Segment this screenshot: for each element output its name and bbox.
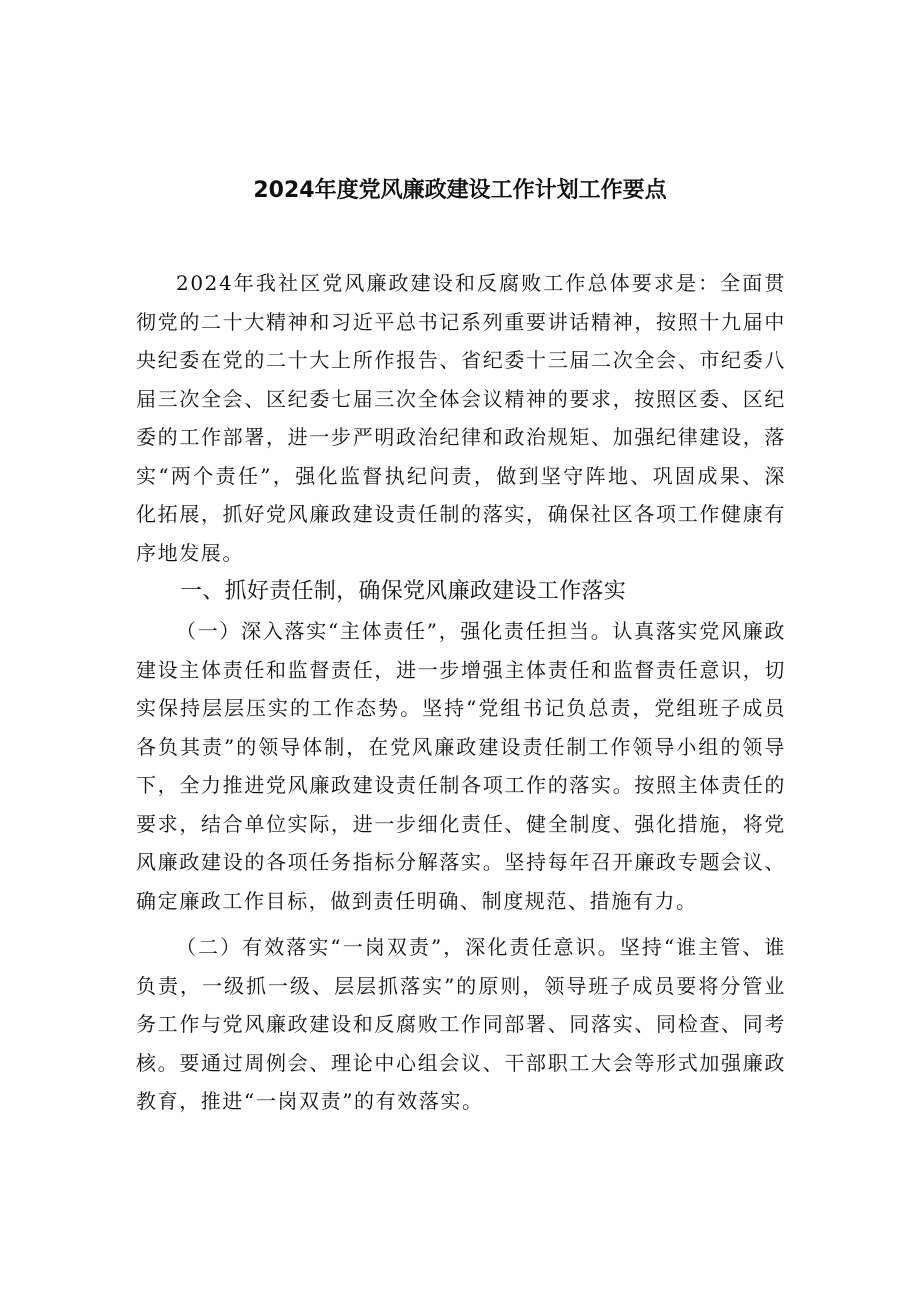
section-1-paragraph-2: （二）有效落实“一岗双责”，深化责任意识。坚持“谁主管、谁负责，一级抓一级、层层抓落实”的原则，领导班子成员要将分管业务工作与党风廉政建设和反腐败工作同部署、同落实、同检查、同考核。要通过周例会、理论中心组会议、干部职工大会等形式加强廉政教育，推进“一岗双责”的有效落实。: [136, 935, 786, 1113]
document-title: 2024年度党风廉政建设工作计划工作要点: [253, 178, 667, 203]
section-1-heading: 一、抓好责任制，确保党风廉政建设工作落实: [180, 579, 627, 604]
intro-paragraph: 2024年我社区党风廉政建设和反腐败工作总体要求是：全面贯彻党的二十大精神和习近平总书记系列重要讲话精神，按照十九届中央纪委在党的二十大上所作报告、省纪委十三届二次全会、市纪委八届三次全会、区纪委七届三次全体会议精神的要求，按照区委、区纪委的工作部署，进一步严明政治纪律和政治规矩、加强纪律建设，落实“两个责任”，强化监督执纪问责，做到坚守阵地、巩固成果、深化拓展，抓好党风廉政建设责任制的落实，确保社区各项工作健康有序地发展。: [136, 271, 786, 565]
section-1-paragraph-1: （一）深入落实“主体责任”，强化责任担当。认真落实党风廉政建设主体责任和监督责任，进一步增强主体责任和监督责任意识，切实保持层层压实的工作态势。坚持“党组书记负总责，党组班子成员各负其责”的领导体制，在党风廉政建设责任制工作领导小组的领导下，全力推进党风廉政建设责任制各项工作的落实。按照主体责任的要求，结合单位实际，进一步细化责任、健全制度、强化措施，将党风廉政建设的各项任务指标分解落实。坚持每年召开廉政专题会议、确定廉政工作目标，做到责任明确、制度规范、措施有力。: [136, 619, 786, 913]
document-body: [136, 264, 786, 1121]
